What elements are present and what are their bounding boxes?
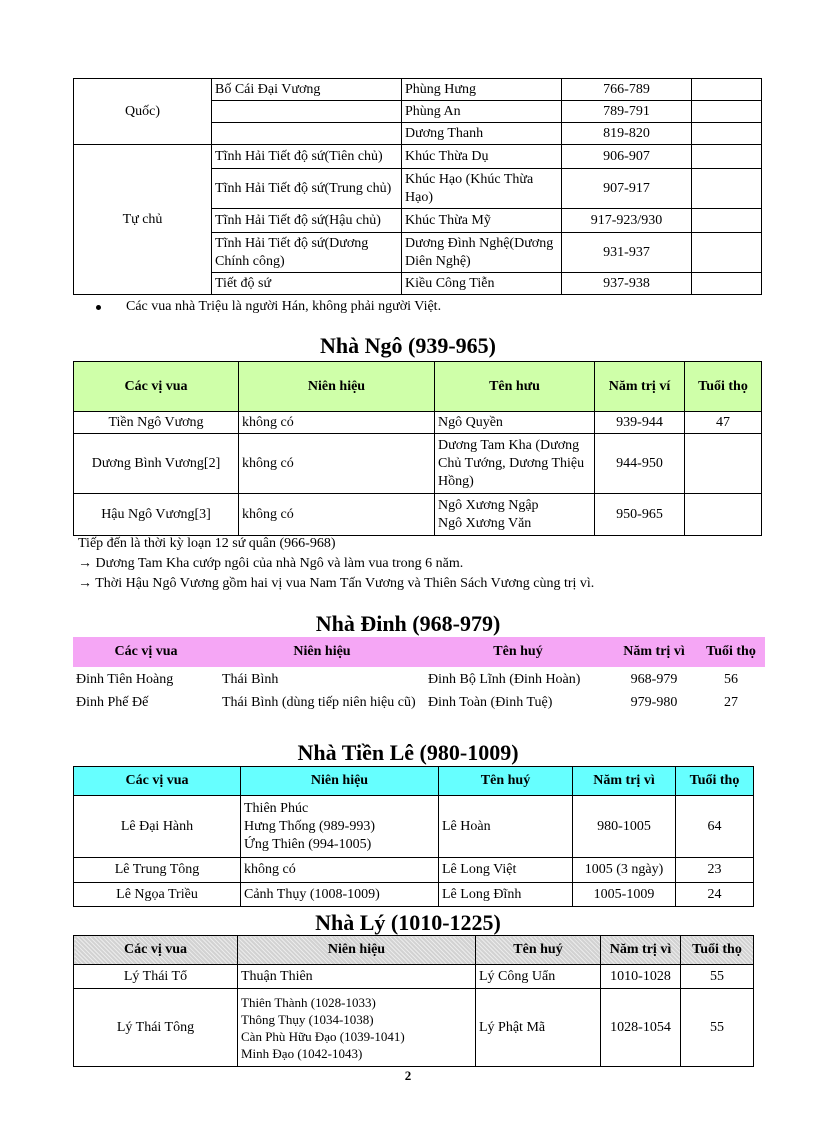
group-label: Quốc) [74, 79, 212, 145]
table-row: Dương Bình Vương[2] không có Dương Tam Kha (Dương Chủ Tướng, Dương Thiệu Hồng) 944-950 [74, 434, 762, 494]
transition-line: Tiếp đến là thời kỳ loạn 12 sứ quân (966-968) [78, 536, 336, 551]
table-header-row: Các vị vua Niên hiệu Tên huý Năm trị vì Tuổi thọ [73, 637, 765, 667]
table-tienle [73, 766, 754, 907]
table-row: Đinh Tiên Hoàng Thái Bình Đinh Bộ Lĩnh (Đinh Hoàn) 968-979 56 [76, 671, 738, 687]
table-row: Lê Trung Tông không có Lê Long Việt 1005 (3 ngày) 23 [74, 858, 754, 883]
table-row: Lê Đại Hành Thiên Phúc Hưng Thống (989-993) Ứng Thiên (994-1005) Lê Hoàn 980-1005 64 [74, 796, 754, 858]
section-title-ly: Nhà Lý (1010-1225) [315, 910, 501, 935]
table-ly [73, 935, 754, 1067]
table-header-row: Các vị vua Niên hiệu Tên huý Năm trị vì Tuổi thọ [74, 936, 754, 965]
table-row: Dương Thanh 819-820 [74, 123, 762, 145]
table-row: Lý Thái Tông Thiên Thành (1028-1033) Thông Thụy (1034-1038) Càn Phù Hữu Đạo (1039-1041) Minh Đạo (1042-1043) Lý Phật Mã 1028-1054 55 [74, 989, 754, 1067]
table-row: Lý Thái Tổ Thuận Thiên Lý Công Uẩn 1010-1028 55 [74, 965, 754, 989]
table-row: Tĩnh Hải Tiết độ sứ(Dương Chính công) Dương Đình Nghệ(Dương Diên Nghệ) 931-937 [74, 233, 762, 273]
table-row: Tự chủ Tĩnh Hải Tiết độ sứ(Tiên chủ) Khúc Thừa Dụ 906-907 [74, 145, 762, 169]
table-header-row: Các vị vua Niên hiệu Tên huý Năm trị vì Tuổi thọ [74, 767, 754, 796]
table-row: Phùng An 789-791 [74, 101, 762, 123]
page-number: 2 [404, 1068, 412, 1083]
table-row: Đinh Phế Đế Thái Bình (dùng tiếp niên hiệu cũ) Đinh Toàn (Đinh Tuệ) 979-980 27 [76, 695, 738, 710]
table-row: Lê Ngọa Triều Cảnh Thụy (1008-1009) Lê Long Đĩnh 1005-1009 24 [74, 883, 754, 907]
table-dinh [73, 637, 765, 714]
transition-line: → Dương Tam Kha cướp ngôi của nhà Ngô và làm vua trong 6 năm. [78, 556, 464, 571]
section-title-ngo: Nhà Ngô (939-965) [320, 333, 496, 358]
table-row: Quốc) Bố Cái Đại Vương Phùng Hưng 766-789 [74, 79, 762, 101]
transition-line: → Thời Hậu Ngô Vương gồm hai vị vua Nam Tấn Vương và Thiên Sách Vương cùng trị vì. [78, 576, 595, 591]
table-row: Tiền Ngô Vương không có Ngô Quyền 939-944 47 [74, 412, 762, 434]
bullet-icon [96, 305, 101, 310]
section-title-tienle: Nhà Tiền Lê (980-1009) [297, 740, 519, 765]
table-bac-thuoc [73, 78, 762, 295]
section-title-dinh: Nhà Đinh (968-979) [315, 611, 501, 636]
table-row: Tĩnh Hải Tiết độ sứ(Hậu chủ) Khúc Thừa Mỹ 917-923/930 [74, 209, 762, 233]
table-row: Tĩnh Hải Tiết độ sứ(Trung chủ) Khúc Hạo (Khúc Thừa Hạo) 907-917 [74, 169, 762, 209]
table-row: Hậu Ngô Vương[3] không có Ngô Xương Ngập Ngô Xương Văn 950-965 [74, 494, 762, 536]
table-header-row: Các vị vua Niên hiệu Tên hưu Năm trị ví Tuổi thọ [74, 362, 762, 412]
note-bullet: Các vua nhà Triệu là người Hán, không phải người Việt. [96, 298, 441, 316]
table-row: Tiết độ sứ Kiều Công Tiễn 937-938 [74, 273, 762, 295]
group-label: Tự chủ [74, 145, 212, 295]
table-ngo [73, 361, 762, 536]
